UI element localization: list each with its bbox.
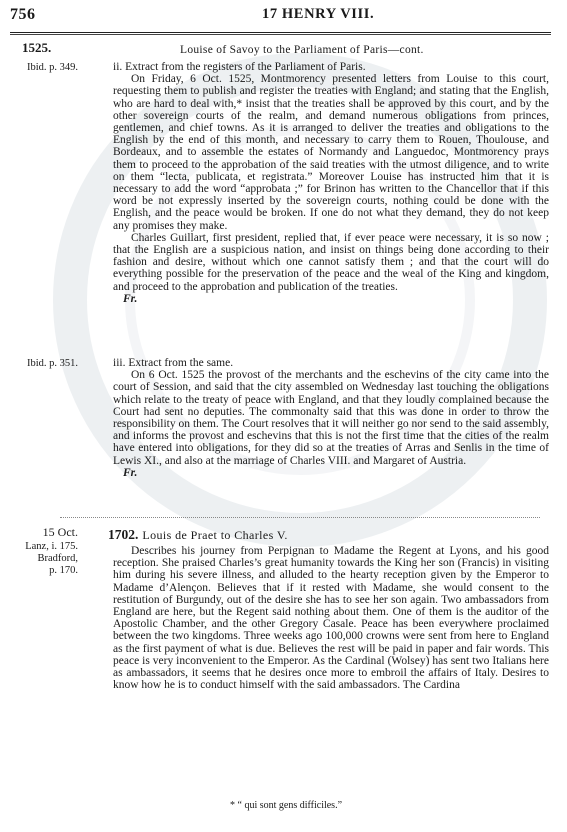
section-heading: Louise of Savoy to the Parliament of Paris—cont.	[180, 44, 424, 56]
page-number: 756	[10, 6, 36, 23]
entry-1702-heading	[108, 526, 544, 544]
margin-ref-351: Ibid. p. 351.	[26, 358, 78, 369]
entry-1702-para-1: Describes his journey from Perpignan to Madame the Regent at Lyons, and his good reception. She praised Charles’s great humanity towards the King her son (Francis) in visiting him during his severe illness, and alluded to the hearty reception given by the Emperor to Madame d’Alençon. Believes that if it rested with Madame, she would consent to the restitution of Burgundy, out of the desire she has to see her son again. Two ambassadors from England are here, but the Regent said nothing about them. One of them is the auditor of the Apostolic Chamber, and the other Gregory Casale. Peace has been everywhere proclaimed between the two kingdoms. Three weeks ago 100,000 crowns were sent from here to England as the first payment of what is due. Believes the rest will be paid in paper and fair words. This peace is very inconvenient to the Emperor. As the Cardinal (Wolsey) has sent two Italians here as ambassadors, it seems that he desires once more to embroil the affairs of Italy. Desires to know how he is to conduct himself with the said ambassadors. The Cardina	[113, 545, 549, 692]
entry-separator	[60, 517, 540, 518]
header-rule	[10, 32, 551, 33]
margin-year: 1525.	[22, 40, 52, 55]
margin-entry-1702: 15 Oct. Lanz, i. 175. Bradford, p. 170.	[25, 525, 78, 576]
running-title: 17 HENRY VIII.	[262, 6, 375, 22]
extract-iii-title: iii. Extract from the same.	[113, 357, 234, 369]
extract-ii-para-2: Charles Guillart, first president, replied that, if ever peace were necessary, it is so now ; that the English are a suspicious nation, and insist on things being done according to their fashion and desire, without which one cannot satisfy them ; and that the court will do everything possible for the preservation of the peace and the weal of the King and kingdom, and proceed to the approbation and publication of the treaties.	[113, 231, 549, 293]
entry-title: Louis de Praet to Charles V.	[142, 528, 288, 542]
footnote: * “ qui sont gens difficiles.”	[230, 800, 343, 811]
header-rule-2	[10, 34, 551, 35]
extract-ii-title: ii. Extract from the registers of the Parliament of Paris.	[113, 61, 366, 73]
extract-iii	[113, 357, 549, 479]
extract-ii-signature: Fr.	[123, 292, 138, 305]
entry-1702-body	[113, 545, 549, 691]
page-header	[10, 6, 551, 28]
extract-iii-signature: Fr.	[123, 466, 138, 479]
extract-ii	[113, 61, 549, 305]
entry-number: 1702.	[108, 527, 139, 542]
margin-ref-349: Ibid. p. 349.	[26, 62, 78, 73]
extract-ii-para-1: On Friday, 6 Oct. 1525, Montmorency presented letters from Louise to this court, requesting them to publish and register the treaties with England; and stating that the English, who are hard to deal with,* insist that the treaties shall be approved by this court, and by the other sovereign courts of the realm, and demand numerous obligations from princes, gentlemen, and chief towns. As it is arranged to deliver the treaties and obligations to the English by the end of this month, and necessary to carry them to Rouen, Thoulouse, and Bordeaux, and to assemble the estates of Normandy and Languedoc, Montmorency prays them to proceed to the approbation of the said treaties with the utmost diligence, and to write on them “lecta, publicata, et registrata.” Moreover Louise has instructed him that it is necessary to add the word “approbata ;” for Brinon has written to the Chancellor that if this word be not expressly inserted by the sovereign courts, nothing could be done with the English, and the peace would be broken. If one do not what they demand, they do not keep any promises they make.	[113, 73, 549, 232]
extract-iii-para-1: On 6 Oct. 1525 the provost of the merchants and the eschevins of the city came into the court of Session, and said that the city assembled on Wednesday last touching the obligations which relate to the treaty of peace with England, and that they loudly complained because the Court had sent no deputies. The commonalty said that this was done in order to throw the responsibility on them. The Court resolves that it will neither go nor send to the said assembly, and informs the provost and eschevins that this is not the first time that the cities of the realm have entered into obligations, for they did so at the treaties of Arras and Senlis in the time of Lewis XI., and also at the marriage of Charles VIII. and Margaret of Austria.	[113, 369, 549, 467]
